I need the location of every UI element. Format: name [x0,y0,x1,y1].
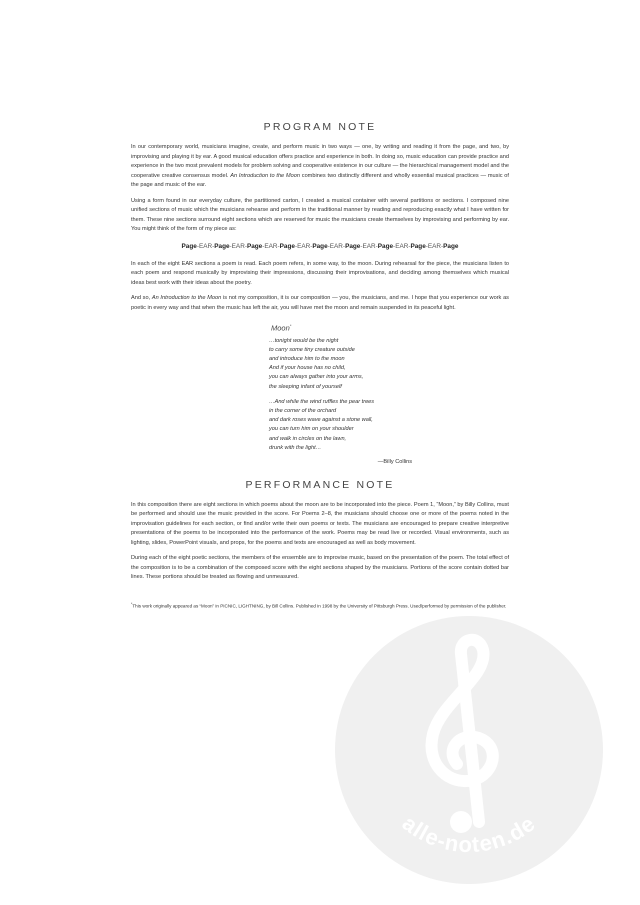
form-page-word: Page [345,242,361,250]
form-page-word: Page [246,242,263,250]
form-separator: - [408,242,411,250]
poem-title-mark: * [289,323,292,328]
poem-title-text: Moon [271,323,290,333]
paragraph-text: is not my composition, it is our composition — you, the musicians, and me. I hope that you experience our work as poetic in every way and that when the music has left the air, you will have met the moon and remain suspended in its peaceful light. [131,295,509,311]
form-separator: - [441,242,444,250]
paragraph-text: In our contemporary world, musicians imagine, create, and perform music in two ways — one, by writing and reading it from the page, and two, by improvising and playing it by ear. A good musical education offers practice and experience in both. In doing so, music education can provide practice and experience in the two most prevalent models for problem solving and cooperative existence in our culture — the hierarchical management model and the cooperative creative consensus model. [131,144,509,179]
program-note-paragraph-2: Using a form found in our everyday culture, the partitioned carton, I created a musical container with several partitions or sections. I composed nine unified sections of music which the musicians rehearse and perform in the traditional manner by reading and reproducing exactly what I have written for them. These nine sections surround eight sections which are reserved for music the musicians create themselves by improvising and performing by ear. You might think of the form of my piece as: [131,197,509,232]
poem-line: and introduce him to the moon [269,355,345,362]
form-separator: - [393,242,396,250]
form-separator: - [212,242,215,250]
form-page-word: Page [410,242,426,250]
italic-title-text: An Introduction to the Moon [230,172,300,179]
poem-line: the sleeping infant of yourself [269,383,342,390]
program-note-heading: PROGRAM NOTE [263,121,377,133]
form-separator: - [262,242,265,250]
form-ear-word: EAR [264,242,278,250]
poem-line: you can turn him on your shoulder [269,426,354,433]
form-separator: - [294,242,298,250]
form-separator: - [375,242,378,250]
footnote [131,601,509,610]
form-page-word: Page [181,242,197,250]
poem-stanza-1 [269,337,429,392]
page-content [131,121,509,609]
form-page-word: Page [443,242,459,250]
form-separator: - [244,242,247,250]
program-note-paragraph-1 [131,143,509,191]
poem-line: …tonight would be the night [269,337,339,344]
form-separator: - [360,242,363,250]
form-separator: - [310,242,313,250]
watermark [333,614,605,886]
italic-title-text: An Introduction to the Moon [151,295,222,301]
poem-line: And if your house has no child, [269,365,346,372]
paragraph-text: And so, [131,295,152,301]
form-ear-word: EAR [427,242,442,250]
poem-line: to carry some tiny creature outside [269,346,355,353]
form-separator: - [196,242,199,250]
form-sequence [131,243,509,250]
form-separator: - [327,242,330,250]
form-page-word: Page [377,242,394,250]
form-page-word: Page [312,242,328,250]
poem-line: drunk with the light… [269,444,322,451]
poem-stanza-2 [269,398,429,453]
paragraph-text: combines two distinctly different and wholly essential musical practices — music of the page and music of the ear. [131,172,509,188]
form-separator: - [342,242,346,250]
performance-note-paragraph-1: In this composition there are eight sections in which poems about the moon are to be incorporated into the piece. Poem 1, “Moon,” by Billy Collins, must be performed and should use the music provided in the score. For Poems 2–8, the musicians should choose one or more of the poems noted in the improvisation guidelines for each section, or find and/or write their own poems or texts. The musicians are encouraged to prepare creative interpretive presentations of the poems to be incorporated into the performance of the work. Poems may be read live or recorded. Visual environments, such as lighting, slides, PowerPoint visuals, and props, for the poems and texts are encouraged as well as body movement. [131,501,509,546]
form-separator: - [277,242,280,250]
poem-line: in the corner of the orchard [269,407,337,414]
program-note-paragraph-4 [131,294,509,313]
poem-line: and walk in circles on the lawn, [269,435,347,442]
program-note-paragraph-3: In each of the eight EAR sections a poem is read. Each poem refers, in some way, to the moon. During rehearsal for the piece, the musicians listen to each poem and respond musically by improvising their impressions, discussing their improvisations, and deciding among themselves which musical ideas best work with their ideas about the poetry. [131,260,509,286]
poem-title [271,323,429,333]
form-page-word: Page [279,242,295,250]
poem-block [269,323,429,465]
performance-note-heading: PERFORMANCE NOTE [245,478,395,491]
form-ear-word: EAR [395,242,409,250]
form-ear-word: EAR [231,242,245,250]
poem-attribution: —Billy Collins [377,458,412,465]
footnote-mark: * [131,601,133,606]
poem-line: you can always gather into your arms, [269,374,364,381]
form-page-word: Page [214,242,230,250]
form-ear-word: EAR [362,242,376,250]
watermark-text: alle-noten.de [397,810,541,858]
footnote-text: This work originally appeared as “Moon” in PICNIC, LIGHTNING, by Bill Collins. Published in 1998 by the University of Pittsburgh Press. Used/performed by permission of the publisher. [132,603,507,609]
form-ear-word: EAR [297,242,311,250]
form-separator: - [229,242,232,250]
form-ear-word: EAR [198,242,213,250]
poem-line: and dark roses wave against a stone wall, [269,417,373,424]
form-ear-word: EAR [329,242,343,250]
form-separator: - [425,242,428,250]
poem-line: …And while the wind ruffles the pear trees [269,398,375,405]
performance-note-paragraph-2: During each of the eight poetic sections, the members of the ensemble are to improvise music, based on the presentation of the poem. The total effect of the composition is to be a combination of the composed score with the eight sections shaped by the musicians. Portions of the score contain dotted bar lines. These portions should be treated as flowing and unmeasured. [131,555,509,581]
